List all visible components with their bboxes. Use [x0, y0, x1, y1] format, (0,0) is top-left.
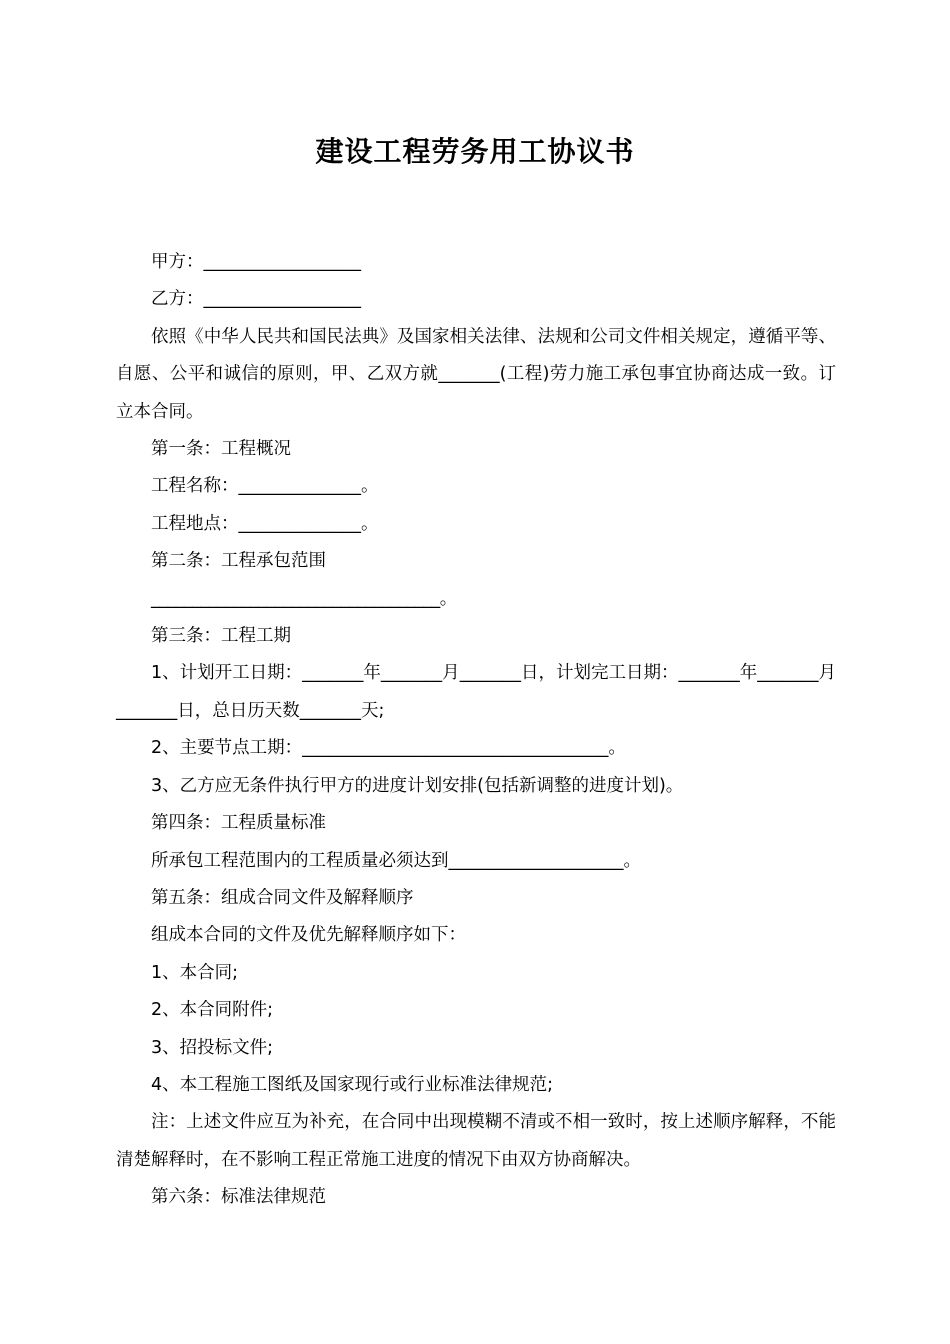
- project-name-line: 工程名称：______________。: [151, 476, 379, 497]
- party-b-line: 乙方：__________________: [151, 289, 361, 310]
- scope-blank-line: ___________________________________。: [151, 588, 457, 609]
- project-location-line: 工程地点：______________。: [151, 513, 379, 534]
- article2-heading: 第二条：工程承包范围: [151, 551, 326, 572]
- article3-heading: 第三条：工程工期: [151, 626, 291, 647]
- article6-heading: 第六条：标准法律规范: [151, 1187, 326, 1208]
- documents-intro: 组成本合同的文件及优先解释顺序如下：: [151, 925, 466, 946]
- document-body: [116, 244, 836, 1217]
- note-paragraph: 注：上述文件应互为补充，在合同中出现模糊不清或不相一致时，按上述顺序解释，不能清楚解释时，在不影响工程正常施工进度的情况下由双方协商解决。: [116, 1112, 836, 1170]
- doc-item-2: 2、本合同附件;: [151, 1000, 274, 1021]
- article4-heading: 第四条：工程质量标准: [151, 813, 326, 834]
- party-a-line: 甲方：__________________: [151, 252, 361, 272]
- schedule-item-2: 2、主要节点工期：___________________________________。: [151, 738, 626, 759]
- intro-paragraph: 依照《中华人民共和国民法典》及国家相关法律、法规和公司文件相关规定，遵循平等、自愿、公平和诚信的原则，甲、乙双方就_______(工程)劳力施工承包事宜协商达成一致。订立本合同。: [116, 326, 836, 422]
- quality-line: 所承包工程范围内的工程质量必须达到____________________。: [151, 850, 641, 871]
- schedule-item-1: 1、计划开工日期：_______年_______月_______日，计划完工日期：_______年_______月_______日，总日历天数_______天;: [116, 663, 836, 721]
- doc-item-3: 3、招投标文件;: [151, 1037, 274, 1058]
- document-title: 建设工程劳务用工协议书: [315, 135, 635, 168]
- doc-item-4: 4、本工程施工图纸及国家现行或行业标准法律规范;: [151, 1074, 554, 1095]
- article1-heading: 第一条：工程概况: [151, 439, 291, 460]
- doc-item-1: 1、本合同;: [151, 962, 239, 983]
- schedule-item-3: 3、乙方应无条件执行甲方的进度计划安排(包括新调整的进度计划)。: [151, 775, 684, 796]
- article5-heading: 第五条：组成合同文件及解释顺序: [151, 887, 414, 908]
